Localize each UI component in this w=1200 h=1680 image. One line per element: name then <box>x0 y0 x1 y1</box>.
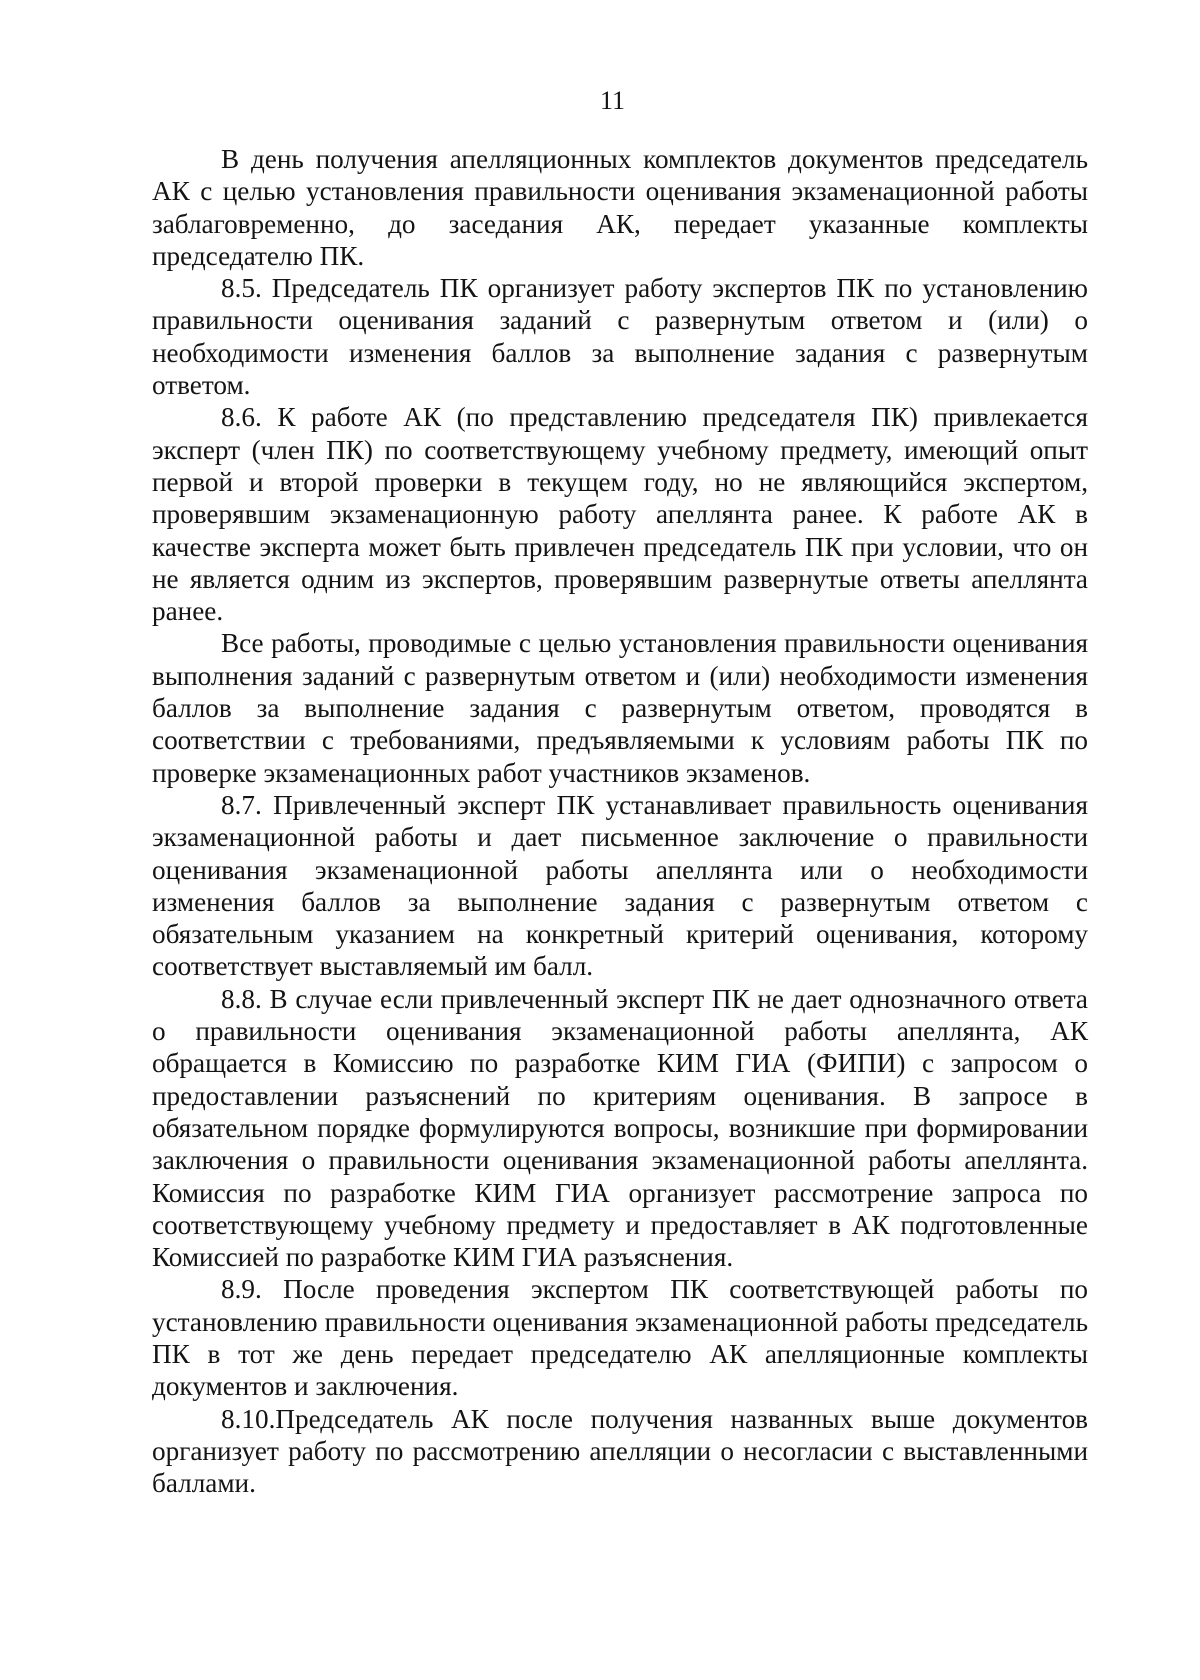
paragraph-8-6-cont: Все работы, проводимые с целью установления правильности оценивания выполнения заданий с развернутым ответом и (или) необходимости изменения баллов за выполнение задания с развернутым ответом, проводятся в соответствии с требованиями, предъявляемыми к условиям работы ПК по проверке экзаменационных работ участников экзаменов. <box>152 628 1088 788</box>
paragraph-8-7: 8.7. Привлеченный эксперт ПК устанавливает правильность оценивания экзаменационной работы и дает письменное заключение о правильности оценивания экзаменационной работы апеллянта или о необходимости изменения баллов за выполнение задания с развернутым ответом с обязательным указанием на конкретный критерий оценивания, которому соответствует выставляемый им балл. <box>152 789 1088 982</box>
document-body <box>152 143 1088 1499</box>
paragraph-8-10: 8.10.Председатель АК после получения названных выше документов организует работу по рассмотрению апелляции о несогласии с выставленными баллами. <box>152 1403 1088 1499</box>
paragraph-8-6: 8.6. К работе АК (по представлению председателя ПК) привлекается эксперт (член ПК) по соответствующему учебному предмету, имеющий опыт первой и второй проверки в текущем году, но не являющийся экспертом, проверявшим экзаменационную работу апеллянта ранее. К работе АК в качестве эксперта может быть привлечен председатель ПК при условии, что он не является одним из экспертов, проверявшим развернутые ответы апеллянта ранее. <box>152 402 1088 627</box>
paragraph-8-5: 8.5. Председатель ПК организует работу экспертов ПК по установлению правильности оценивания заданий с развернутым ответом и (или) о необходимости изменения баллов за выполнение задания с развернутым ответом. <box>152 273 1088 401</box>
page-number: 11 <box>599 86 626 115</box>
paragraph-intro: В день получения апелляционных комплектов документов председатель АК с целью установления правильности оценивания экзаменационной работы заблаговременно, до заседания АК, передает указанные комплекты председателю ПК. <box>152 144 1088 271</box>
paragraph-8-8: 8.8. В случае если привлеченный эксперт ПК не дает однозначного ответа о правильности оценивания экзаменационной работы апеллянта, АК обращается в Комиссию по разработке КИМ ГИА (ФИПИ) с запросом о предоставлении разъяснений по критериям оценивания. В запросе в обязательном порядке формулируются вопросы, возникшие при формировании заключения о правильности оценивания экзаменационной работы апеллянта. Комиссия по разработке КИМ ГИА организует рассмотрение запроса по соответствующему учебному предмету и предоставляет в АК подготовленные Комиссией по разработке КИМ ГИА разъяснения. <box>152 983 1088 1273</box>
paragraph-8-9: 8.9. После проведения экспертом ПК соответствующей работы по установлению правильности оценивания экзаменационной работы председатель ПК в тот же день передает председателю АК апелляционные комплекты документов и заключения. <box>152 1274 1088 1402</box>
